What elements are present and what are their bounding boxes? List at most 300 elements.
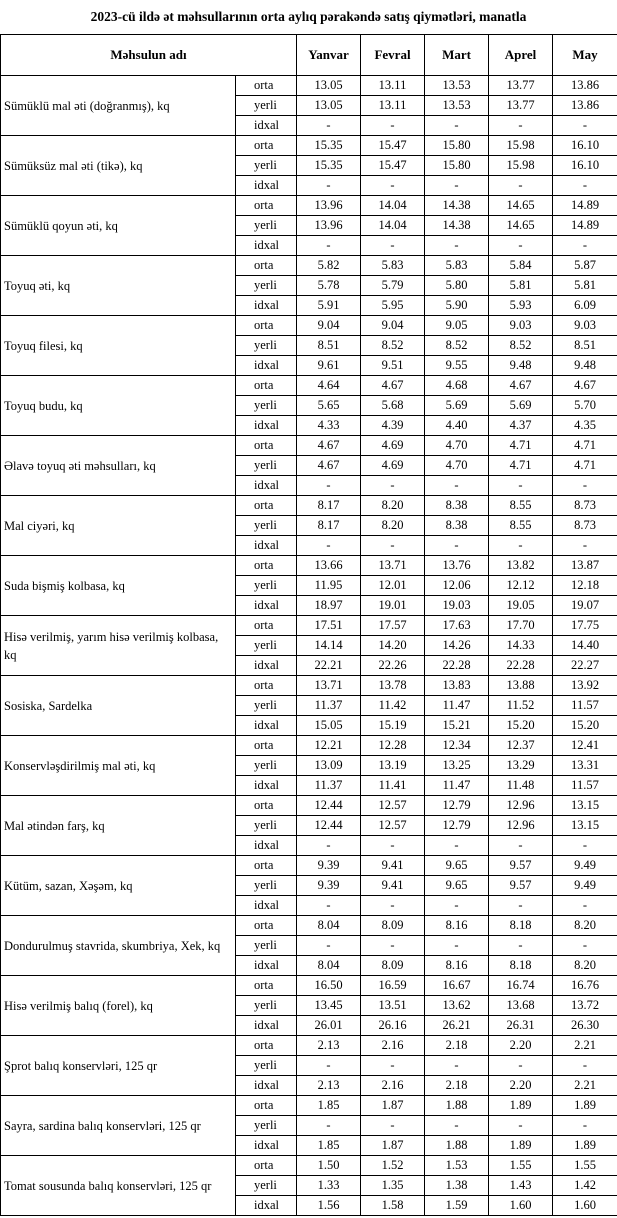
price-cell: 1.43 (489, 1176, 553, 1196)
price-cell: 15.20 (553, 716, 617, 736)
row-type-label: orta (236, 856, 297, 876)
price-cell: - (425, 836, 489, 856)
price-cell: 12.79 (425, 816, 489, 836)
price-cell: - (297, 476, 361, 496)
price-cell: 9.39 (297, 876, 361, 896)
price-cell: 14.65 (489, 216, 553, 236)
row-type-label: yerli (236, 456, 297, 476)
price-cell: 26.30 (553, 1016, 617, 1036)
price-cell: 4.67 (297, 456, 361, 476)
row-type-label: orta (236, 136, 297, 156)
row-type-label: orta (236, 976, 297, 996)
price-cell: - (553, 476, 617, 496)
price-cell: - (489, 476, 553, 496)
price-cell: 12.57 (361, 816, 425, 836)
table-row (1, 1156, 617, 1176)
price-cell: 8.52 (489, 336, 553, 356)
price-cell: 12.21 (297, 736, 361, 756)
table-row (1, 376, 617, 396)
price-cell: 1.42 (553, 1176, 617, 1196)
row-type-label: yerli (236, 396, 297, 416)
price-cell: 8.55 (489, 516, 553, 536)
price-cell: 9.51 (361, 356, 425, 376)
table-row (1, 136, 617, 156)
price-cell: 9.48 (553, 356, 617, 376)
price-cell: 9.65 (425, 856, 489, 876)
table-row (1, 676, 617, 696)
price-cell: 5.95 (361, 296, 425, 316)
price-cell: - (553, 836, 617, 856)
price-cell: - (361, 476, 425, 496)
price-cell: 13.15 (553, 816, 617, 836)
price-cell: 1.88 (425, 1136, 489, 1156)
price-cell: - (425, 476, 489, 496)
price-cell: 8.52 (425, 336, 489, 356)
header-month: Aprel (489, 35, 553, 76)
price-cell: 12.37 (489, 736, 553, 756)
price-cell: 11.57 (553, 776, 617, 796)
price-cell: 4.71 (553, 456, 617, 476)
price-cell: 11.37 (297, 776, 361, 796)
price-cell: 16.50 (297, 976, 361, 996)
row-type-label: orta (236, 556, 297, 576)
price-cell: 13.25 (425, 756, 489, 776)
price-cell: - (489, 236, 553, 256)
row-type-label: orta (236, 916, 297, 936)
price-cell: - (297, 116, 361, 136)
product-name: Toyuq budu, kq (1, 376, 236, 436)
product-name: Hisə verilmiş balıq (forel), kq (1, 976, 236, 1036)
price-cell: 9.39 (297, 856, 361, 876)
row-type-label: idxal (236, 656, 297, 676)
price-cell: - (361, 896, 425, 916)
price-cell: 5.82 (297, 256, 361, 276)
row-type-label: idxal (236, 1196, 297, 1216)
price-cell: 6.09 (553, 296, 617, 316)
row-type-label: idxal (236, 1136, 297, 1156)
price-cell: 5.78 (297, 276, 361, 296)
price-cell: 12.41 (553, 736, 617, 756)
price-cell: 14.38 (425, 196, 489, 216)
header-month: May (553, 35, 617, 76)
row-type-label: yerli (236, 816, 297, 836)
price-cell: 13.72 (553, 996, 617, 1016)
price-cell: 9.55 (425, 356, 489, 376)
price-cell: 13.86 (553, 76, 617, 96)
price-cell: - (425, 1116, 489, 1136)
price-cell: 13.83 (425, 676, 489, 696)
price-cell: 1.33 (297, 1176, 361, 1196)
price-cell: 5.68 (361, 396, 425, 416)
row-type-label: idxal (236, 596, 297, 616)
row-type-label: yerli (236, 696, 297, 716)
price-cell: 13.77 (489, 96, 553, 116)
price-cell: 13.78 (361, 676, 425, 696)
price-cell: - (297, 176, 361, 196)
price-cell: 5.83 (425, 256, 489, 276)
price-cell: 4.64 (297, 376, 361, 396)
price-cell: 1.88 (425, 1096, 489, 1116)
price-cell: 8.09 (361, 956, 425, 976)
table-row (1, 736, 617, 756)
row-type-label: orta (236, 196, 297, 216)
table-row (1, 496, 617, 516)
price-cell: - (489, 116, 553, 136)
price-cell: 14.89 (553, 196, 617, 216)
price-cell: 26.21 (425, 1016, 489, 1036)
price-cell: 2.21 (553, 1076, 617, 1096)
row-type-label: orta (236, 1096, 297, 1116)
price-cell: 12.79 (425, 796, 489, 816)
header-month: Yanvar (297, 35, 361, 76)
product-name: Sayra, sardina balıq konservləri, 125 qr (1, 1096, 236, 1156)
price-cell: 13.19 (361, 756, 425, 776)
table-row (1, 916, 617, 936)
price-cell: 11.37 (297, 696, 361, 716)
row-type-label: idxal (236, 956, 297, 976)
row-type-label: idxal (236, 356, 297, 376)
price-cell: - (489, 1056, 553, 1076)
price-cell: 5.65 (297, 396, 361, 416)
price-cell: 13.96 (297, 216, 361, 236)
price-cell: 9.49 (553, 856, 617, 876)
product-name: Mal ciyəri, kq (1, 496, 236, 556)
price-cell: 1.89 (553, 1136, 617, 1156)
price-cell: - (425, 116, 489, 136)
row-type-label: orta (236, 616, 297, 636)
page-title: 2023-cü ildə ət məhsullarının orta aylıq pərakəndə satış qiymətləri, manatla (90, 9, 527, 24)
price-cell: 1.60 (553, 1196, 617, 1216)
price-cell: 13.53 (425, 96, 489, 116)
price-cell: 5.81 (489, 276, 553, 296)
price-cell: 15.21 (425, 716, 489, 736)
table-row (1, 196, 617, 216)
product-name: Konservləşdirilmiş mal əti, kq (1, 736, 236, 796)
price-cell: 14.04 (361, 196, 425, 216)
product-name: Toyuq filesi, kq (1, 316, 236, 376)
price-cell: 13.15 (553, 796, 617, 816)
price-cell: 13.68 (489, 996, 553, 1016)
price-cell: - (297, 1116, 361, 1136)
price-cell: 2.13 (297, 1036, 361, 1056)
price-cell: 12.44 (297, 796, 361, 816)
price-cell: - (553, 236, 617, 256)
price-cell: 9.04 (361, 316, 425, 336)
price-cell: 14.26 (425, 636, 489, 656)
price-cell: 8.52 (361, 336, 425, 356)
price-cell: 11.47 (425, 696, 489, 716)
price-cell: 9.41 (361, 876, 425, 896)
price-cell: 9.04 (297, 316, 361, 336)
row-type-label: orta (236, 436, 297, 456)
price-cell: 1.58 (361, 1196, 425, 1216)
price-cell: 4.37 (489, 416, 553, 436)
price-cell: 16.59 (361, 976, 425, 996)
price-cell: 19.01 (361, 596, 425, 616)
price-cell: 22.28 (425, 656, 489, 676)
row-type-label: orta (236, 256, 297, 276)
price-cell: 13.66 (297, 556, 361, 576)
price-cell: 9.49 (553, 876, 617, 896)
price-cell: 17.57 (361, 616, 425, 636)
price-cell: 2.13 (297, 1076, 361, 1096)
price-cell: 13.11 (361, 76, 425, 96)
price-cell: 8.20 (361, 516, 425, 536)
price-cell: 13.82 (489, 556, 553, 576)
row-type-label: idxal (236, 296, 297, 316)
table-body (1, 76, 617, 1216)
price-cell: - (489, 1116, 553, 1136)
row-type-label: orta (236, 676, 297, 696)
price-cell: 15.80 (425, 156, 489, 176)
product-name: Tomat sousunda balıq konservləri, 125 qr (1, 1156, 236, 1216)
price-cell: 16.67 (425, 976, 489, 996)
table-row (1, 616, 617, 636)
price-cell: 13.09 (297, 756, 361, 776)
price-cell: 13.29 (489, 756, 553, 776)
price-cell: 1.87 (361, 1136, 425, 1156)
price-cell: 1.87 (361, 1096, 425, 1116)
price-cell: 16.74 (489, 976, 553, 996)
price-cell: 1.89 (553, 1096, 617, 1116)
price-cell: - (553, 896, 617, 916)
table-row (1, 436, 617, 456)
price-cell: 9.57 (489, 856, 553, 876)
price-cell: 1.60 (489, 1196, 553, 1216)
price-cell: 11.52 (489, 696, 553, 716)
product-name: Hisə verilmiş, yarım hisə verilmiş kolbasa, kq (1, 616, 236, 676)
price-cell: 12.57 (361, 796, 425, 816)
price-cell: - (361, 176, 425, 196)
price-cell: 13.11 (361, 96, 425, 116)
product-name: Sümüksüz mal əti (tikə), kq (1, 136, 236, 196)
row-type-label: yerli (236, 576, 297, 596)
price-cell: 5.87 (553, 256, 617, 276)
price-cell: 8.16 (425, 916, 489, 936)
price-cell: 2.16 (361, 1036, 425, 1056)
price-cell: 9.57 (489, 876, 553, 896)
price-cell: 17.63 (425, 616, 489, 636)
header-product: Məhsulun adı (1, 35, 297, 76)
price-cell: 4.71 (489, 456, 553, 476)
price-cell: 13.86 (553, 96, 617, 116)
price-cell: 4.67 (489, 376, 553, 396)
table-row (1, 796, 617, 816)
price-cell: 15.80 (425, 136, 489, 156)
price-cell: 9.61 (297, 356, 361, 376)
price-cell: 1.89 (489, 1136, 553, 1156)
price-cell: - (425, 536, 489, 556)
price-cell: 8.16 (425, 956, 489, 976)
row-type-label: yerli (236, 636, 297, 656)
price-cell: 11.95 (297, 576, 361, 596)
price-cell: 13.71 (361, 556, 425, 576)
price-cell: 4.71 (553, 436, 617, 456)
price-cell: - (361, 116, 425, 136)
price-cell: 17.70 (489, 616, 553, 636)
price-cell: 1.85 (297, 1096, 361, 1116)
price-cell: 9.05 (425, 316, 489, 336)
price-cell: 11.42 (361, 696, 425, 716)
row-type-label: orta (236, 376, 297, 396)
price-cell: 19.07 (553, 596, 617, 616)
price-cell: 12.01 (361, 576, 425, 596)
price-cell: - (361, 836, 425, 856)
price-cell: 13.05 (297, 96, 361, 116)
row-type-label: yerli (236, 216, 297, 236)
price-cell: 17.75 (553, 616, 617, 636)
price-cell: - (297, 936, 361, 956)
price-cell: 13.62 (425, 996, 489, 1016)
table-row (1, 556, 617, 576)
price-cell: 15.98 (489, 156, 553, 176)
price-cell: 13.45 (297, 996, 361, 1016)
row-type-label: orta (236, 1036, 297, 1056)
price-cell: 9.65 (425, 876, 489, 896)
price-cell: 1.59 (425, 1196, 489, 1216)
price-cell: 8.20 (553, 916, 617, 936)
price-cell: 26.31 (489, 1016, 553, 1036)
price-cell: - (425, 236, 489, 256)
price-cell: - (361, 936, 425, 956)
price-cell: - (489, 176, 553, 196)
price-cell: - (297, 896, 361, 916)
price-cell: 4.69 (361, 436, 425, 456)
row-type-label: orta (236, 316, 297, 336)
price-cell: 15.19 (361, 716, 425, 736)
price-cell: 14.40 (553, 636, 617, 656)
price-cell: 5.69 (489, 396, 553, 416)
row-type-label: yerli (236, 156, 297, 176)
price-cell: 8.17 (297, 496, 361, 516)
price-cell: 8.73 (553, 516, 617, 536)
price-cell: 26.16 (361, 1016, 425, 1036)
price-cell: 8.18 (489, 956, 553, 976)
price-cell: 15.05 (297, 716, 361, 736)
price-cell: - (297, 836, 361, 856)
price-cell: 12.96 (489, 796, 553, 816)
product-name: Əlavə toyuq əti məhsulları, kq (1, 436, 236, 496)
product-name: Sümüklü mal əti (doğranmış), kq (1, 76, 236, 136)
table-row (1, 256, 617, 276)
price-cell: - (553, 176, 617, 196)
price-cell: 1.56 (297, 1196, 361, 1216)
price-cell: 11.57 (553, 696, 617, 716)
product-name: Toyuq əti, kq (1, 256, 236, 316)
row-type-label: idxal (236, 476, 297, 496)
price-cell: 8.55 (489, 496, 553, 516)
price-cell: - (297, 236, 361, 256)
price-cell: - (553, 1056, 617, 1076)
price-cell: 9.41 (361, 856, 425, 876)
price-cell: 5.84 (489, 256, 553, 276)
price-cell: 5.69 (425, 396, 489, 416)
table-row (1, 1036, 617, 1056)
price-cell: 4.69 (361, 456, 425, 476)
price-cell: 1.85 (297, 1136, 361, 1156)
table-row (1, 856, 617, 876)
price-cell: 5.80 (425, 276, 489, 296)
price-cell: 1.50 (297, 1156, 361, 1176)
row-type-label: idxal (236, 1076, 297, 1096)
price-cell: 12.12 (489, 576, 553, 596)
price-cell: - (361, 1056, 425, 1076)
price-cell: 15.20 (489, 716, 553, 736)
price-cell: 8.09 (361, 916, 425, 936)
price-cell: 4.67 (297, 436, 361, 456)
price-cell: 2.16 (361, 1076, 425, 1096)
price-cell: 19.05 (489, 596, 553, 616)
row-type-label: yerli (236, 96, 297, 116)
price-cell: 14.33 (489, 636, 553, 656)
price-cell: - (553, 936, 617, 956)
price-cell: 13.51 (361, 996, 425, 1016)
price-cell: 13.53 (425, 76, 489, 96)
price-cell: 13.88 (489, 676, 553, 696)
price-cell: 4.70 (425, 456, 489, 476)
price-cell: 1.55 (553, 1156, 617, 1176)
price-cell: 8.04 (297, 916, 361, 936)
price-cell: 12.96 (489, 816, 553, 836)
price-cell: - (489, 936, 553, 956)
row-type-label: idxal (236, 116, 297, 136)
price-cell: - (425, 936, 489, 956)
price-cell: 8.18 (489, 916, 553, 936)
product-name: Sosiska, Sardelka (1, 676, 236, 736)
price-cell: 2.18 (425, 1076, 489, 1096)
price-cell: 8.51 (297, 336, 361, 356)
price-cell: 2.20 (489, 1076, 553, 1096)
row-type-label: yerli (236, 936, 297, 956)
price-cell: 4.35 (553, 416, 617, 436)
price-cell: 5.90 (425, 296, 489, 316)
row-type-label: yerli (236, 276, 297, 296)
price-cell: 12.18 (553, 576, 617, 596)
price-cell: 5.93 (489, 296, 553, 316)
price-cell: 2.18 (425, 1036, 489, 1056)
price-cell: 15.98 (489, 136, 553, 156)
price-cell: 13.71 (297, 676, 361, 696)
price-cell: 1.55 (489, 1156, 553, 1176)
price-cell: 8.73 (553, 496, 617, 516)
table-row (1, 76, 617, 96)
price-cell: 16.10 (553, 156, 617, 176)
price-cell: 4.33 (297, 416, 361, 436)
price-cell: 14.38 (425, 216, 489, 236)
price-cell: 8.20 (553, 956, 617, 976)
price-cell: 1.89 (489, 1096, 553, 1116)
price-cell: 8.38 (425, 496, 489, 516)
price-cell: - (553, 536, 617, 556)
price-cell: 13.77 (489, 76, 553, 96)
price-cell: - (553, 1116, 617, 1136)
table-row (1, 1096, 617, 1116)
row-type-label: yerli (236, 336, 297, 356)
price-cell: 16.76 (553, 976, 617, 996)
product-name: Sümüklü qoyun əti, kq (1, 196, 236, 256)
price-cell: 19.03 (425, 596, 489, 616)
price-cell: - (489, 836, 553, 856)
row-type-label: idxal (236, 716, 297, 736)
price-cell: 2.21 (553, 1036, 617, 1056)
row-type-label: yerli (236, 1116, 297, 1136)
price-cell: 17.51 (297, 616, 361, 636)
price-cell: 4.71 (489, 436, 553, 456)
price-cell: 5.91 (297, 296, 361, 316)
price-cell: 22.21 (297, 656, 361, 676)
price-cell: 9.03 (553, 316, 617, 336)
price-cell: 4.39 (361, 416, 425, 436)
